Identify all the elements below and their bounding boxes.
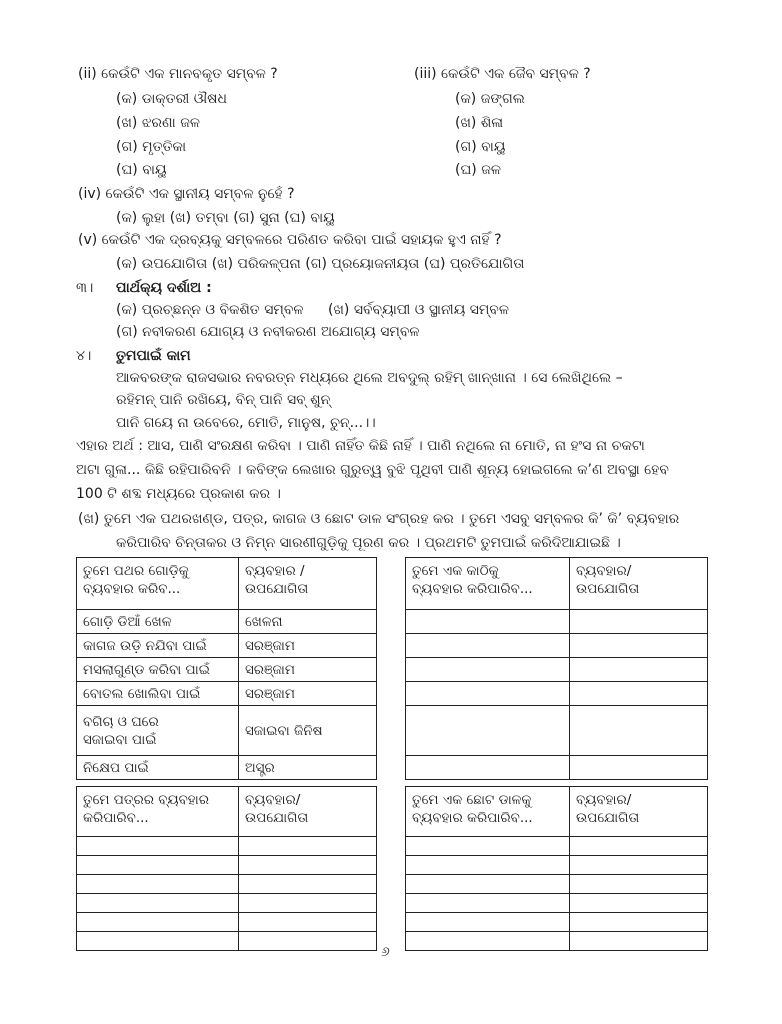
table-cell[interactable] (77, 913, 239, 932)
table-twig-header-utility: ବ୍ୟବହାର/ ଉପଯୋଗିତା (570, 787, 708, 837)
q4-verse-1: ରହିମନ୍ ପାନି ରଖିୟେ, ବିନ୍ ପାନି ସବ୍ ଶୁନ୍ (116, 392, 331, 408)
table-cell: ଅସ୍ତ୍ର (239, 756, 377, 780)
table-cell[interactable] (570, 610, 708, 634)
table-stone-header-utility: ବ୍ୟବହାର / ଉପଯୋଗିତା (239, 558, 377, 610)
q-iii-option-kha: (ଖ) ଶିଳା (455, 115, 504, 131)
table-cell: ସରଞ୍ଜାମ (239, 682, 377, 706)
table-row (77, 932, 377, 951)
table-cell[interactable] (570, 856, 708, 875)
q3-line1b: (ଖ) ସର୍ବବ୍ୟାପୀ ଓ ସ୍ଥାନୀୟ ସମ୍ବଳ (328, 302, 509, 318)
table-row (77, 894, 377, 913)
table-stone-header-use: ତୁମେ ପଥର ଗୋଡ଼ିକୁ ବ୍ୟବହାର କରିବ... (77, 558, 239, 610)
q4-meaning-1: ଏହାର ଅର୍ଥ : ଆସ, ପାଣି ସଂରକ୍ଷଣ କରିବା । ପାଣି ନାହିଁତ କିଛି ନାହିଁ । ପାଣି ନଥିଲେ ନା ମୋତି, ନା ହଂସ ନା ଚକଟା (76, 438, 645, 454)
table-cell: ବୋତଲ ଖୋଲିବା ପାଇଁ (77, 682, 239, 706)
q4-intro: ଆକବରଙ୍କ ରାଜସଭାର ନବରତ୍ନ ମଧ୍ୟରେ ଥିଲେ ଅବଦୁଲ୍ ରହିମ୍ ଖାନ୍‌ଖାନା । ସେ ଲେଖିଥିଲେ – (116, 370, 623, 386)
table-cell[interactable] (239, 913, 377, 932)
table-twig-uses (405, 786, 708, 951)
q3-number: ୩। (76, 280, 94, 296)
table-cell[interactable] (406, 875, 570, 894)
table-row (406, 706, 708, 756)
table-stick-header-use: ତୁମେ ଏକ କାଠିକୁ ବ୍ୟବହାର କରିପାରିବ... (406, 558, 570, 610)
table-row (406, 932, 708, 951)
table-cell: କାଗଜ ଉଡ଼ି ନଯିବା ପାଇଁ (77, 634, 239, 658)
q4-kha-line-1: (ଖ) ତୁମେ ଏକ ପଥରଖଣ୍ଡ, ପତ୍ର, କାଗଜ ଓ ଛୋଟ ଡାଳ ସଂଗ୍ରହ କର । ତୁମେ ଏସବୁ ସମ୍ବଳର କି’ କି’ ବ୍ୟବହାର (78, 511, 680, 527)
q3-title: ପାର୍ଥକ୍ୟ ଦର୍ଶାଅ : (116, 280, 212, 296)
table-cell[interactable] (77, 837, 239, 856)
q-ii-option-kha: (ଖ) ଝରଣା ଜଳ (116, 115, 200, 131)
table-leaf-uses (76, 786, 377, 951)
q-iii-option-gha: (ଘ) ଜଳ (455, 162, 502, 178)
q4-verse-2: ପାନି ଗୟେ ନା ଉବେରେ, ମୋତି, ମାନୁଷ, ଚୁନ୍...।। (116, 415, 376, 431)
q4-meaning-2: ଅଟା ଗୁଳା... କିଛି ରହିପାରିବନି । କବିଙ୍କ ଲେଖାର ଗୁରୁତ୍ୱ ବୁଝି ପୃଥିବୀ ପାଣି ଶୂନ୍ୟ ହୋଇଗଲେ କ’ଣ ଅବସ୍ଥା ହେବ (76, 462, 669, 478)
table-cell[interactable] (77, 875, 239, 894)
table-cell: ଖେଳନା (239, 610, 377, 634)
table-cell: ମସଲାଗୁଣ୍ଡ କରିବା ପାଇଁ (77, 658, 239, 682)
table-cell[interactable] (570, 658, 708, 682)
table-row (77, 610, 377, 634)
table-cell: ସରଞ୍ଜାମ (239, 658, 377, 682)
table-cell[interactable] (239, 875, 377, 894)
table-row (77, 756, 377, 780)
table-cell[interactable] (570, 706, 708, 756)
table-cell[interactable] (406, 894, 570, 913)
table-cell[interactable] (406, 634, 570, 658)
table-cell-multiline: ବଗିଚା ଓ ଘରେ ସଜାଇବା ପାଇଁ (77, 706, 239, 756)
table-cell[interactable] (239, 932, 377, 951)
q4-title: ତୁମପାଇଁ କାମ (116, 348, 191, 364)
q-ii-option-ga: (ଗ) ମୃତ୍ତିକା (116, 139, 187, 155)
q4-number: ୪। (76, 348, 92, 364)
table-cell[interactable] (77, 856, 239, 875)
table-cell[interactable] (570, 682, 708, 706)
table-row (406, 894, 708, 913)
q-iii-option-ga: (ଗ) ବାୟୁ (455, 139, 506, 155)
table-cell[interactable] (406, 706, 570, 756)
table-cell[interactable] (406, 856, 570, 875)
table-row (406, 856, 708, 875)
table-row (77, 875, 377, 894)
table-cell[interactable] (406, 756, 570, 780)
table-cell[interactable] (77, 932, 239, 951)
table-cell[interactable] (77, 894, 239, 913)
q3-line1a: (କ) ପ୍ରଚ୍ଛନ୍ନ ଓ ବିକଶିତ ସମ୍ବଳ (116, 302, 304, 318)
q3-line2: (ଗ) ନବୀକରଣ ଯୋଗ୍ୟ ଓ ନବୀକରଣ ଅଯୋଗ୍ୟ ସମ୍ବଳ (116, 324, 420, 340)
table-cell[interactable] (570, 875, 708, 894)
table-cell[interactable] (406, 837, 570, 856)
table-row (406, 658, 708, 682)
table-cell[interactable] (570, 913, 708, 932)
table-cell[interactable] (570, 837, 708, 856)
table-row (77, 634, 377, 658)
table-row (77, 682, 377, 706)
table-leaf-header-use: ତୁମେ ପତ୍ରର ବ୍ୟବହାର କରିପାରିବ... (77, 787, 239, 837)
table-stick-uses (405, 557, 708, 780)
table-cell[interactable] (406, 913, 570, 932)
table-cell[interactable] (406, 610, 570, 634)
table-row (77, 913, 377, 932)
q-iii-option-ka: (କ) ଜଙ୍ଗଲ (455, 91, 525, 107)
question-v: (v) କେଉଁଟି ଏକ ଦ୍ରବ୍ୟକୁ ସମ୍ବଳରେ ପରିଣତ କରିବା ପାଇଁ ସହାୟକ ହୁଏ ନାହିଁ ? (78, 232, 502, 248)
table-row (406, 610, 708, 634)
table-cell[interactable] (570, 932, 708, 951)
page-number: ୬ (381, 944, 390, 960)
table-row (406, 875, 708, 894)
question-iv: (iv) କେଉଁଟି ଏକ ସ୍ଥାନୀୟ ସମ୍ବଳ ନୁହେଁ ? (78, 186, 295, 202)
table-cell: ଗୋଡ଼ି ଡିଆଁ ଖେଳ (77, 610, 239, 634)
table-row (77, 658, 377, 682)
table-row (406, 682, 708, 706)
table-stone-uses (76, 557, 377, 780)
table-row (406, 756, 708, 780)
table-cell[interactable] (239, 894, 377, 913)
table-cell[interactable] (406, 658, 570, 682)
table-cell[interactable] (406, 682, 570, 706)
table-row (406, 913, 708, 932)
table-cell[interactable] (570, 894, 708, 913)
table-stick-header-utility: ବ୍ୟବହାର/ ଉପଯୋଗିତା (570, 558, 708, 610)
table-twig-header-use: ତୁମେ ଏକ ଛୋଟ ଡାଳକୁ ବ୍ୟବହାର କରିପାରିବ... (406, 787, 570, 837)
table-cell[interactable] (570, 756, 708, 780)
q4-kha-line-2: କରିପାରିବ ଚିନ୍ତାକର ଓ ନିମ୍ନ ସାରଣୀଗୁଡ଼ିକୁ ପୂରଣ କର । ପ୍ରଥମଟି ତୁମପାଇଁ କରିଦିଆଯାଇଛି । (116, 535, 621, 551)
table-row (77, 856, 377, 875)
question-ii: (ii) କେଉଁଟି ଏକ ମାନବକୃତ ସମ୍ବଳ ? (78, 66, 278, 82)
q-iv-options: (କ) ଲୁହା (ଖ) ତମ୍ବା (ଗ) ସୁନା (ଘ) ବାୟୁ (116, 210, 335, 226)
table-cell: ସଜାଇବା ଜିନିଷ (239, 706, 377, 756)
table-cell: ନିକ୍ଷେପ ପାଇଁ (77, 756, 239, 780)
table-row (77, 837, 377, 856)
q-ii-option-gha: (ଘ) ବାୟୁ (116, 162, 167, 178)
table-row (406, 837, 708, 856)
q-v-options: (କ) ଉପଯୋଗିତା (ଖ) ପରିକଳ୍ପନା (ଗ) ପ୍ରୟୋଜନୀୟତା (ଘ) ପ୍ରତିଯୋଗିତା (116, 256, 525, 272)
question-iii: (iii) କେଉଁଟି ଏକ ଜୈବ ସମ୍ବଳ ? (414, 66, 591, 82)
table-cell: ସରଞ୍ଜାମ (239, 634, 377, 658)
table-cell[interactable] (239, 837, 377, 856)
table-row (406, 634, 708, 658)
table-cell[interactable] (406, 932, 570, 951)
table-cell[interactable] (570, 634, 708, 658)
table-leaf-header-utility: ବ୍ୟବହାର/ ଉପଯୋଗିତା (239, 787, 377, 837)
q4-meaning-3: 100 ଟି ଶବ୍ଦ ମଧ୍ୟରେ ପ୍ରକାଶ କର । (76, 486, 281, 502)
q-ii-option-ka: (କ) ଡାକ୍ତରୀ ଔଷଧ (116, 91, 227, 107)
table-row (77, 706, 377, 756)
table-cell[interactable] (239, 856, 377, 875)
